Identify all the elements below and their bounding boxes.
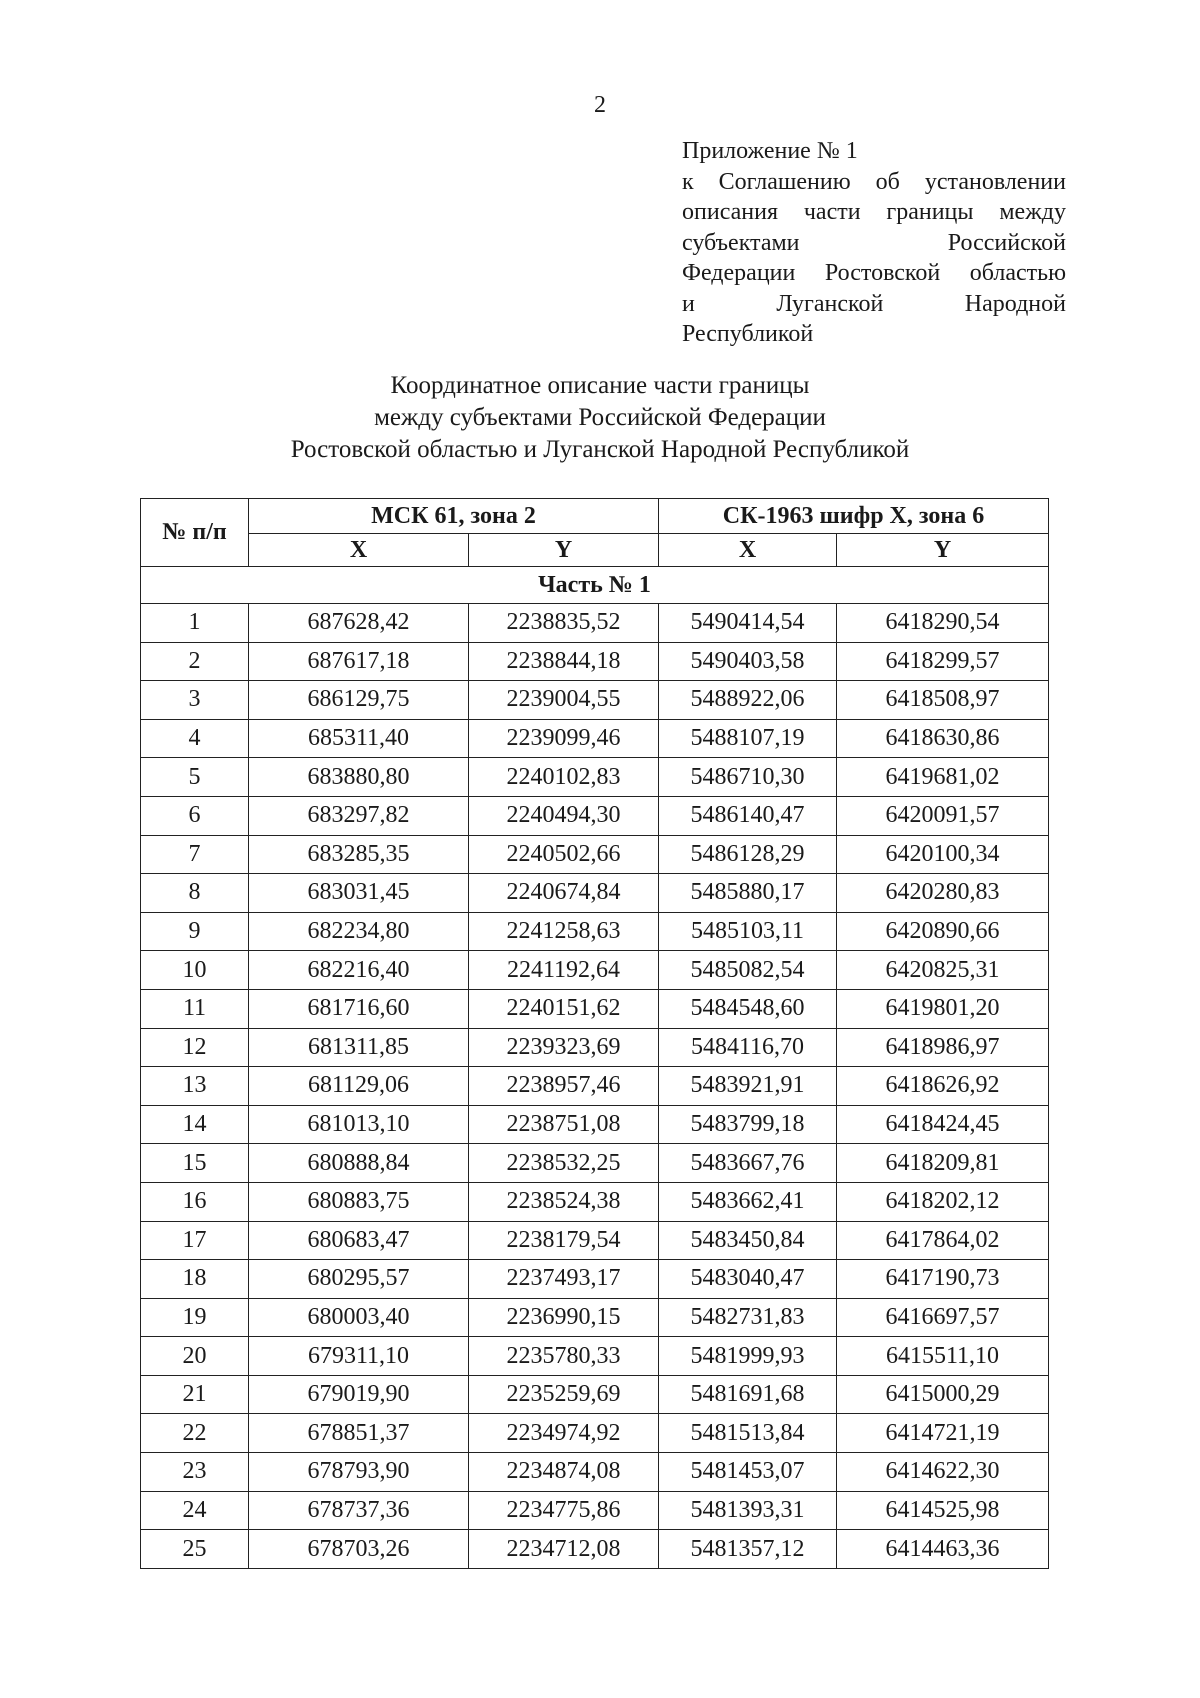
msk61-x-cell: 678793,90 bbox=[249, 1453, 469, 1492]
table-row bbox=[141, 1414, 1049, 1453]
table-row bbox=[141, 604, 1049, 643]
appendix-line: к Соглашению об установлении bbox=[682, 168, 1066, 195]
msk61-y-cell: 2234974,92 bbox=[469, 1414, 659, 1453]
sk1963-x-cell: 5484116,70 bbox=[659, 1028, 837, 1067]
sk1963-y-cell: 6414463,36 bbox=[837, 1530, 1049, 1569]
row-number-cell: 11 bbox=[141, 989, 249, 1028]
msk61-y-cell: 2238751,08 bbox=[469, 1105, 659, 1144]
msk61-x-cell: 687617,18 bbox=[249, 642, 469, 681]
sk1963-x-cell: 5488922,06 bbox=[659, 681, 837, 720]
table-row bbox=[141, 912, 1049, 951]
sk1963-y-cell: 6418508,97 bbox=[837, 681, 1049, 720]
row-number-cell: 14 bbox=[141, 1105, 249, 1144]
sk1963-x-cell: 5486140,47 bbox=[659, 796, 837, 835]
sk1963-x-cell: 5490414,54 bbox=[659, 604, 837, 643]
title-line: между субъектами Российской Федерации bbox=[374, 404, 826, 431]
msk61-y-cell: 2239004,55 bbox=[469, 681, 659, 720]
table-row bbox=[141, 1260, 1049, 1299]
row-number-cell: 18 bbox=[141, 1260, 249, 1299]
sk1963-x-cell: 5481453,07 bbox=[659, 1453, 837, 1492]
row-number-cell: 5 bbox=[141, 758, 249, 797]
sk1963-y-cell: 6417864,02 bbox=[837, 1221, 1049, 1260]
row-number-cell: 21 bbox=[141, 1375, 249, 1414]
part-label: Часть № 1 bbox=[141, 567, 1049, 604]
msk61-x-cell: 686129,75 bbox=[249, 681, 469, 720]
row-number-cell: 1 bbox=[141, 604, 249, 643]
title-line: Координатное описание части границы bbox=[390, 372, 810, 399]
msk61-y-cell: 2238524,38 bbox=[469, 1182, 659, 1221]
table-row bbox=[141, 874, 1049, 913]
msk61-y-cell: 2239323,69 bbox=[469, 1028, 659, 1067]
row-number-cell: 20 bbox=[141, 1337, 249, 1376]
msk61-y-cell: 2240102,83 bbox=[469, 758, 659, 797]
sk1963-y-cell: 6420825,31 bbox=[837, 951, 1049, 990]
table-row bbox=[141, 1144, 1049, 1183]
sk1963-x-cell: 5483799,18 bbox=[659, 1105, 837, 1144]
sk1963-x-cell: 5481357,12 bbox=[659, 1530, 837, 1569]
table-row bbox=[141, 719, 1049, 758]
msk61-x-cell: 679019,90 bbox=[249, 1375, 469, 1414]
row-number-cell: 19 bbox=[141, 1298, 249, 1337]
table-row bbox=[141, 1453, 1049, 1492]
appendix-line: Приложение № 1 bbox=[682, 138, 858, 164]
table-row bbox=[141, 1337, 1049, 1376]
column-header-y: Y bbox=[469, 534, 659, 567]
row-number-cell: 2 bbox=[141, 642, 249, 681]
table-row bbox=[141, 642, 1049, 681]
msk61-x-cell: 681311,85 bbox=[249, 1028, 469, 1067]
msk61-y-cell: 2241192,64 bbox=[469, 951, 659, 990]
msk61-y-cell: 2241258,63 bbox=[469, 912, 659, 951]
msk61-y-cell: 2240502,66 bbox=[469, 835, 659, 874]
sk1963-y-cell: 6415511,10 bbox=[837, 1337, 1049, 1376]
msk61-y-cell: 2234712,08 bbox=[469, 1530, 659, 1569]
column-group-sk1963: СК-1963 шифр X, зона 6 bbox=[659, 499, 1049, 534]
sk1963-x-cell: 5484548,60 bbox=[659, 989, 837, 1028]
row-number-cell: 6 bbox=[141, 796, 249, 835]
sk1963-y-cell: 6414622,30 bbox=[837, 1453, 1049, 1492]
coordinates-table bbox=[140, 498, 1049, 1569]
column-header-x: X bbox=[249, 534, 469, 567]
sk1963-y-cell: 6418630,86 bbox=[837, 719, 1049, 758]
msk61-x-cell: 687628,42 bbox=[249, 604, 469, 643]
sk1963-y-cell: 6414721,19 bbox=[837, 1414, 1049, 1453]
row-number-cell: 17 bbox=[141, 1221, 249, 1260]
sk1963-x-cell: 5481513,84 bbox=[659, 1414, 837, 1453]
sk1963-x-cell: 5485082,54 bbox=[659, 951, 837, 990]
msk61-y-cell: 2238179,54 bbox=[469, 1221, 659, 1260]
sk1963-x-cell: 5486128,29 bbox=[659, 835, 837, 874]
msk61-x-cell: 680295,57 bbox=[249, 1260, 469, 1299]
msk61-x-cell: 679311,10 bbox=[249, 1337, 469, 1376]
msk61-x-cell: 680883,75 bbox=[249, 1182, 469, 1221]
row-number-cell: 24 bbox=[141, 1491, 249, 1530]
msk61-x-cell: 678851,37 bbox=[249, 1414, 469, 1453]
sk1963-x-cell: 5485103,11 bbox=[659, 912, 837, 951]
msk61-y-cell: 2236990,15 bbox=[469, 1298, 659, 1337]
msk61-y-cell: 2238532,25 bbox=[469, 1144, 659, 1183]
table-row bbox=[141, 1530, 1049, 1569]
sk1963-y-cell: 6418202,12 bbox=[837, 1182, 1049, 1221]
msk61-x-cell: 681716,60 bbox=[249, 989, 469, 1028]
row-number-cell: 22 bbox=[141, 1414, 249, 1453]
table-row bbox=[141, 758, 1049, 797]
sk1963-x-cell: 5486710,30 bbox=[659, 758, 837, 797]
table-row bbox=[141, 951, 1049, 990]
row-number-cell: 8 bbox=[141, 874, 249, 913]
sk1963-x-cell: 5483040,47 bbox=[659, 1260, 837, 1299]
column-header-number: № п/п bbox=[141, 499, 249, 567]
sk1963-x-cell: 5483667,76 bbox=[659, 1144, 837, 1183]
row-number-cell: 4 bbox=[141, 719, 249, 758]
table-row bbox=[141, 835, 1049, 874]
msk61-x-cell: 682216,40 bbox=[249, 951, 469, 990]
sk1963-y-cell: 6418209,81 bbox=[837, 1144, 1049, 1183]
msk61-y-cell: 2239099,46 bbox=[469, 719, 659, 758]
sk1963-y-cell: 6414525,98 bbox=[837, 1491, 1049, 1530]
msk61-y-cell: 2235780,33 bbox=[469, 1337, 659, 1376]
msk61-x-cell: 680888,84 bbox=[249, 1144, 469, 1183]
sk1963-x-cell: 5483662,41 bbox=[659, 1182, 837, 1221]
table-row bbox=[141, 989, 1049, 1028]
table-row bbox=[141, 1298, 1049, 1337]
title-line: Ростовской областью и Луганской Народной Республикой bbox=[290, 436, 910, 463]
msk61-x-cell: 682234,80 bbox=[249, 912, 469, 951]
msk61-x-cell: 683880,80 bbox=[249, 758, 469, 797]
table-row bbox=[141, 1375, 1049, 1414]
table-row bbox=[141, 681, 1049, 720]
msk61-y-cell: 2238957,46 bbox=[469, 1067, 659, 1106]
column-header-y: Y bbox=[837, 534, 1049, 567]
sk1963-y-cell: 6415000,29 bbox=[837, 1375, 1049, 1414]
appendix-note bbox=[682, 136, 1066, 350]
sk1963-y-cell: 6418299,57 bbox=[837, 642, 1049, 681]
sk1963-y-cell: 6420091,57 bbox=[837, 796, 1049, 835]
row-number-cell: 23 bbox=[141, 1453, 249, 1492]
sk1963-y-cell: 6418424,45 bbox=[837, 1105, 1049, 1144]
row-number-cell: 7 bbox=[141, 835, 249, 874]
sk1963-y-cell: 6420100,34 bbox=[837, 835, 1049, 874]
msk61-y-cell: 2237493,17 bbox=[469, 1260, 659, 1299]
msk61-y-cell: 2240674,84 bbox=[469, 874, 659, 913]
msk61-x-cell: 680683,47 bbox=[249, 1221, 469, 1260]
msk61-y-cell: 2238844,18 bbox=[469, 642, 659, 681]
msk61-y-cell: 2234874,08 bbox=[469, 1453, 659, 1492]
sk1963-x-cell: 5481393,31 bbox=[659, 1491, 837, 1530]
column-group-msk61: МСК 61, зона 2 bbox=[249, 499, 659, 534]
table-row bbox=[141, 796, 1049, 835]
sk1963-y-cell: 6419801,20 bbox=[837, 989, 1049, 1028]
appendix-line: и Луганской Народной bbox=[682, 290, 1066, 317]
sk1963-x-cell: 5483921,91 bbox=[659, 1067, 837, 1106]
row-number-cell: 12 bbox=[141, 1028, 249, 1067]
msk61-x-cell: 680003,40 bbox=[249, 1298, 469, 1337]
sk1963-y-cell: 6420890,66 bbox=[837, 912, 1049, 951]
msk61-y-cell: 2234775,86 bbox=[469, 1491, 659, 1530]
sk1963-y-cell: 6418290,54 bbox=[837, 604, 1049, 643]
sk1963-x-cell: 5485880,17 bbox=[659, 874, 837, 913]
sk1963-x-cell: 5482731,83 bbox=[659, 1298, 837, 1337]
msk61-x-cell: 685311,40 bbox=[249, 719, 469, 758]
column-header-x: X bbox=[659, 534, 837, 567]
sk1963-y-cell: 6420280,83 bbox=[837, 874, 1049, 913]
sk1963-x-cell: 5483450,84 bbox=[659, 1221, 837, 1260]
msk61-y-cell: 2240494,30 bbox=[469, 796, 659, 835]
sk1963-y-cell: 6418626,92 bbox=[837, 1067, 1049, 1106]
msk61-x-cell: 681013,10 bbox=[249, 1105, 469, 1144]
document-title bbox=[200, 370, 1000, 466]
table-row bbox=[141, 1028, 1049, 1067]
table-row bbox=[141, 1221, 1049, 1260]
row-number-cell: 16 bbox=[141, 1182, 249, 1221]
sk1963-x-cell: 5481999,93 bbox=[659, 1337, 837, 1376]
page-number: 2 bbox=[594, 92, 606, 118]
appendix-line: Федерации Ростовской областью bbox=[682, 260, 1066, 286]
row-number-cell: 3 bbox=[141, 681, 249, 720]
sk1963-y-cell: 6419681,02 bbox=[837, 758, 1049, 797]
row-number-cell: 15 bbox=[141, 1144, 249, 1183]
table-row bbox=[141, 1105, 1049, 1144]
appendix-line: субъектами Российской bbox=[682, 229, 1066, 256]
row-number-cell: 9 bbox=[141, 912, 249, 951]
msk61-x-cell: 683285,35 bbox=[249, 835, 469, 874]
msk61-y-cell: 2240151,62 bbox=[469, 989, 659, 1028]
msk61-x-cell: 683297,82 bbox=[249, 796, 469, 835]
sk1963-x-cell: 5490403,58 bbox=[659, 642, 837, 681]
msk61-y-cell: 2235259,69 bbox=[469, 1375, 659, 1414]
sk1963-y-cell: 6416697,57 bbox=[837, 1298, 1049, 1337]
sk1963-y-cell: 6417190,73 bbox=[837, 1260, 1049, 1299]
row-number-cell: 25 bbox=[141, 1530, 249, 1569]
msk61-x-cell: 681129,06 bbox=[249, 1067, 469, 1106]
table-row bbox=[141, 1067, 1049, 1106]
row-number-cell: 10 bbox=[141, 951, 249, 990]
sk1963-x-cell: 5488107,19 bbox=[659, 719, 837, 758]
msk61-x-cell: 678737,36 bbox=[249, 1491, 469, 1530]
table-row bbox=[141, 1491, 1049, 1530]
appendix-line: Республикой bbox=[682, 321, 814, 347]
msk61-y-cell: 2238835,52 bbox=[469, 604, 659, 643]
row-number-cell: 13 bbox=[141, 1067, 249, 1106]
sk1963-y-cell: 6418986,97 bbox=[837, 1028, 1049, 1067]
sk1963-x-cell: 5481691,68 bbox=[659, 1375, 837, 1414]
table-row bbox=[141, 1182, 1049, 1221]
msk61-x-cell: 683031,45 bbox=[249, 874, 469, 913]
msk61-x-cell: 678703,26 bbox=[249, 1530, 469, 1569]
appendix-line: описания части границы между bbox=[682, 199, 1066, 225]
